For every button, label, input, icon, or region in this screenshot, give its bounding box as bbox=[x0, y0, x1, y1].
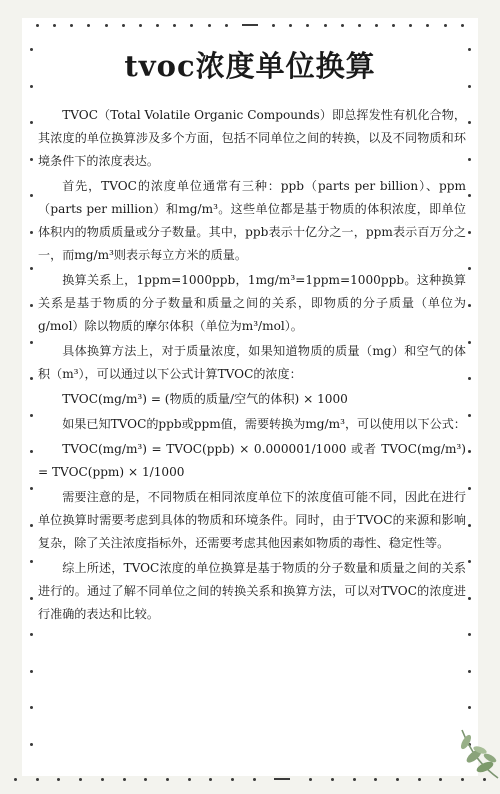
paragraph-ppb-ppm: 如果已知TVOC的ppb或ppm值，需要转换为mg/m³，可以使用以下公式： bbox=[62, 417, 466, 431]
paragraph-intro: TVOC（Total Volatile Organic Compounds）即总挥发性有机化合物，其浓度的单位换算涉及多个方面，包括不同单位之间的转换，以及不同物质和环境条件下的浓度表达。 bbox=[38, 108, 466, 168]
paragraph-units: 首先，TVOC的浓度单位通常有三种：ppb（parts per billion）、ppm（parts per million）和mg/m³。这些单位都是基于物质的体积浓度，即单位体积内的物质质量或分子数量。其中，ppb表示十亿分之一，ppm表示百万分之一，而mg/m³则表示每立方米的质量。 bbox=[38, 179, 466, 262]
document-body bbox=[38, 104, 466, 628]
paragraph-summary: 综上所述，TVOC浓度的单位换算是基于物质的分子数量和质量之间的关系进行的。通过了解不同单位之间的转换关系和换算方法，可以对TVOC的浓度进行准确的表达和比较。 bbox=[38, 561, 466, 621]
left-dotted-border bbox=[28, 48, 34, 746]
right-dotted-border bbox=[466, 48, 472, 746]
formula-ppb-ppm: TVOC(mg/m³) = TVOC(ppb) × 0.000001/1000 或者 TVOC(mg/m³) = TVOC(ppm) × 1/1000 bbox=[38, 442, 466, 479]
formula-mass: TVOC(mg/m³) = (物质的质量/空气的体积) × 1000 bbox=[62, 392, 348, 406]
top-dotted-border bbox=[22, 22, 478, 28]
leaf-decoration-icon bbox=[430, 710, 500, 780]
bottom-dotted-border bbox=[0, 776, 500, 782]
document-title: tvoc浓度单位换算 bbox=[124, 49, 376, 83]
paragraph-conversion: 换算关系上，1ppm=1000ppb，1mg/m³=1ppm=1000ppb。这种换算关系是基于物质的分子数量和质量之间的关系，即物质的分子质量（单位为g/mol）除以物质的摩尔体积（单位为m³/mol）。 bbox=[38, 273, 466, 333]
paragraph-method: 具体换算方法上，对于质量浓度，如果知道物质的质量（mg）和空气的体积（m³），可以通过以下公式计算TVOC的浓度： bbox=[38, 344, 466, 381]
paragraph-notes: 需要注意的是，不同物质在相同浓度单位下的浓度值可能不同，因此在进行单位换算时需要考虑到具体的物质和环境条件。同时，由于TVOC的来源和影响复杂，除了关注浓度指标外，还需要考虑其他因素如物质的毒性、稳定性等。 bbox=[38, 490, 466, 550]
